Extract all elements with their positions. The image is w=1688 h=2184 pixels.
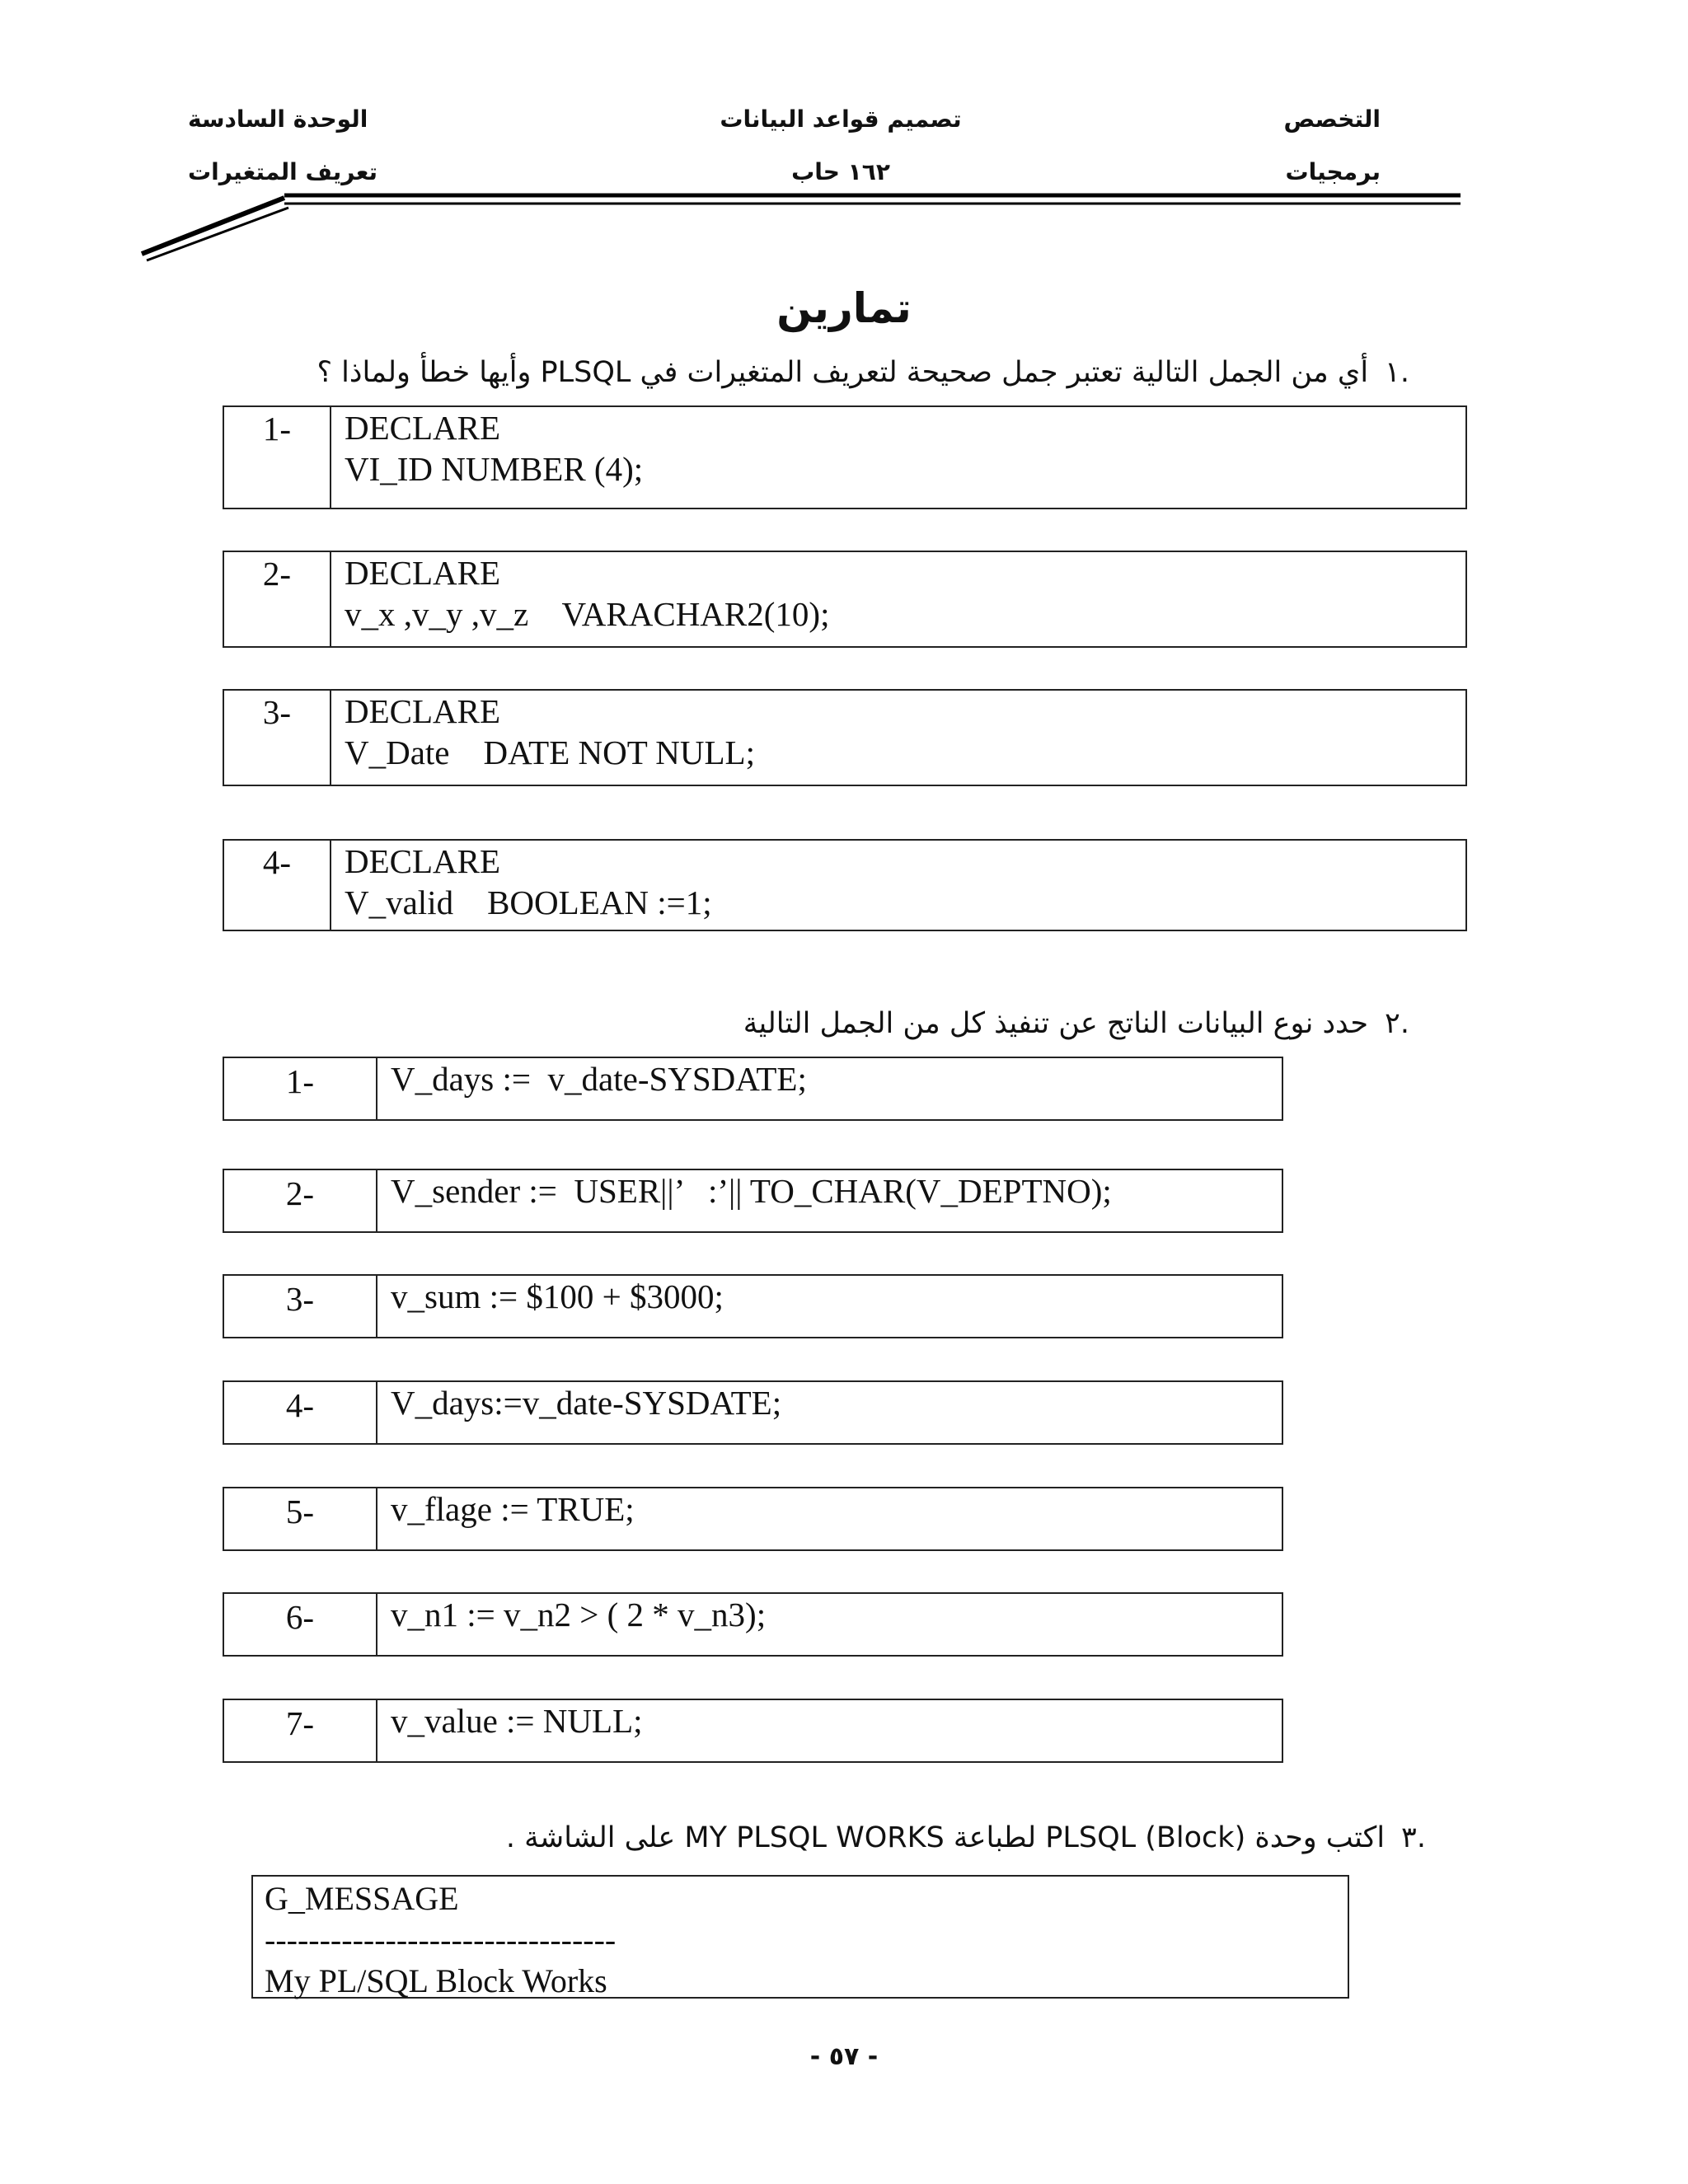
header-specialization-label: التخصص — [1283, 105, 1381, 133]
q2-item-number: 3- — [223, 1275, 377, 1338]
output-separator: -------------------------------- — [265, 1921, 617, 1958]
q2-box-7 — [223, 1699, 1283, 1763]
q2-item-number: 1- — [223, 1057, 377, 1120]
q1-box-1 — [223, 405, 1467, 509]
q1-item-line: DECLARE — [345, 842, 501, 880]
q1-item-number: 2- — [223, 551, 331, 647]
q2-item-code: v_sum := $100 + $3000; — [377, 1275, 1282, 1338]
q1-item-number: 1- — [223, 406, 331, 509]
q1-item-line: V_Date DATE NOT NULL; — [345, 733, 755, 771]
header-unit-title: تعريف المتغيرات — [188, 158, 378, 185]
q2-box-5 — [223, 1487, 1283, 1551]
output-header: G_MESSAGE — [265, 1880, 459, 1917]
q1-item-code — [331, 840, 1466, 930]
question-1-text: أي من الجمل التالية تعتبر جمل صحيحة لتعريف المتغيرات في PLSQL وأيها خطأ ولماذا ؟ — [316, 356, 1369, 389]
q2-item-number: 4- — [223, 1381, 377, 1444]
q1-box-4 — [223, 839, 1467, 931]
q1-box-2 — [223, 551, 1467, 648]
q2-item-number: 7- — [223, 1699, 377, 1762]
q2-box-4 — [223, 1380, 1283, 1445]
q1-item-code — [331, 406, 1466, 509]
q1-item-number: 3- — [223, 690, 331, 785]
question-2 — [743, 1007, 1409, 1040]
q2-item-number: 6- — [223, 1593, 377, 1656]
question-3-text: اكتب وحدة (Block) PLSQL لطباعة MY PLSQL WORKS على الشاشة . — [505, 1821, 1386, 1854]
q2-item-number: 2- — [223, 1169, 377, 1232]
header-course-title: تصميم قواعد البيانات — [720, 105, 962, 133]
q2-item-code: V_days := v_date-SYSDATE; — [377, 1057, 1282, 1120]
q2-box-2 — [223, 1169, 1283, 1233]
question-2-number: .٢ — [1385, 1007, 1409, 1040]
q1-box-3 — [223, 689, 1467, 786]
q1-item-line: DECLARE — [345, 692, 501, 730]
q1-item-number: 4- — [223, 840, 331, 930]
question-2-text: حدد نوع البيانات الناتج عن تنفيذ كل من الجمل التالية — [743, 1007, 1369, 1040]
q1-item-code — [331, 690, 1466, 785]
q2-item-code: v_value := NULL; — [377, 1699, 1282, 1762]
q1-item-line: v_x ,v_y ,v_z VARACHAR2(10); — [345, 595, 830, 633]
q2-item-code: v_flage := TRUE; — [377, 1488, 1282, 1550]
q2-box-3 — [223, 1274, 1283, 1338]
header-course-code: ١٦٢ حاب — [791, 158, 890, 185]
q1-item-line: VI_ID NUMBER (4); — [345, 450, 644, 488]
q2-item-code: v_n1 := v_n2 > ( 2 * v_n3); — [377, 1593, 1282, 1656]
header-unit-number: الوحدة السادسة — [188, 105, 368, 133]
q1-item-line: DECLARE — [345, 554, 501, 592]
q1-item-line: V_valid BOOLEAN :=1; — [345, 883, 712, 921]
expected-output-box — [251, 1875, 1349, 1999]
q2-item-code: V_sender := USER||’ :’|| TO_CHAR(V_DEPTNO); — [377, 1169, 1282, 1232]
q2-item-code: V_days:=v_date-SYSDATE; — [377, 1381, 1282, 1444]
page-title: تمارين — [776, 284, 912, 332]
question-3-number: .٣ — [1401, 1821, 1426, 1854]
q2-box-1 — [223, 1057, 1283, 1121]
q2-item-number: 5- — [223, 1488, 377, 1550]
question-3 — [506, 1821, 1426, 1854]
header-specialization-value: برمجيات — [1285, 158, 1381, 185]
q1-item-line: DECLARE — [345, 409, 501, 447]
q1-item-code — [331, 551, 1466, 647]
output-message: My PL/SQL Block Works — [265, 1962, 607, 1999]
header-divider — [0, 0, 1688, 272]
question-1-number: .١ — [1385, 356, 1409, 389]
q2-box-6 — [223, 1592, 1283, 1657]
question-1 — [316, 356, 1409, 389]
page-number: - ٥٧ - — [809, 2042, 879, 2071]
